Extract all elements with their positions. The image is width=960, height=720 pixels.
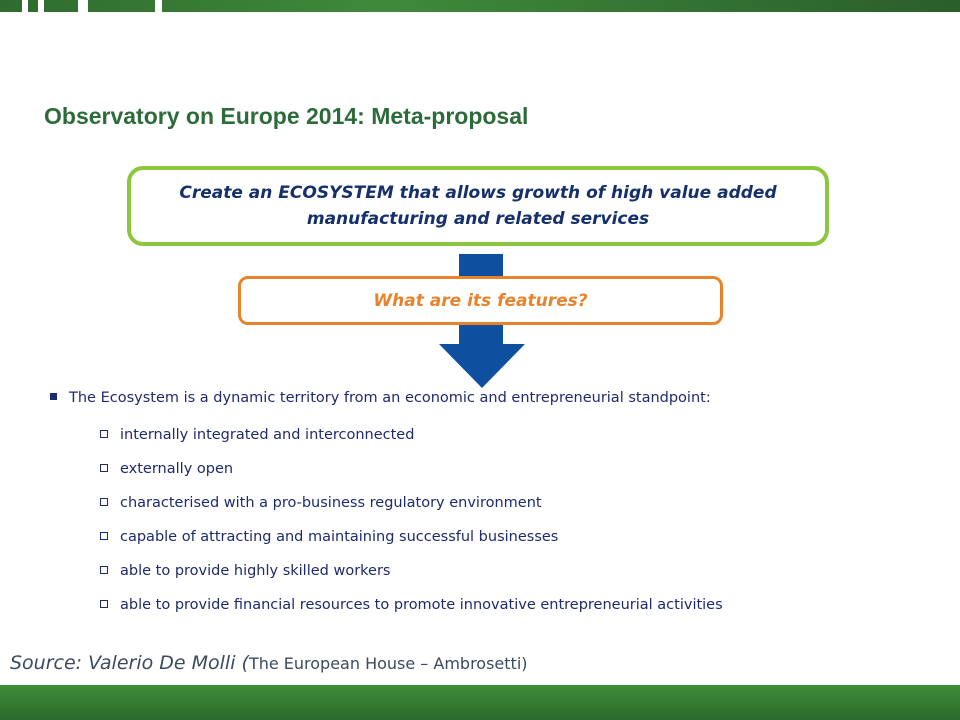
ecosystem-line-1: Create an ECOSYSTEM that allows growth of high value added (179, 183, 777, 203)
list-item-text: able to provide highly skilled workers (120, 563, 391, 579)
slide-title: Observatory on Europe 2014: Meta-proposal (44, 103, 529, 129)
hollow-square-bullet-icon (100, 566, 108, 574)
list-item (100, 493, 723, 527)
list-item-text: externally open (120, 461, 234, 477)
sub-bullet-list (100, 425, 723, 629)
footer-bar (0, 685, 960, 720)
list-item-text: able to provide financial resources to promote innovative entrepreneurial activities (120, 597, 723, 613)
header-tile (38, 0, 44, 12)
hollow-square-bullet-icon (100, 430, 108, 438)
source-organization: The European House – Ambrosetti) (248, 654, 528, 673)
down-arrow-icon (439, 344, 525, 388)
main-bullet-text: The Ecosystem is a dynamic territory from an economic and entrepreneurial standpoint: (69, 390, 711, 406)
hollow-square-bullet-icon (100, 464, 108, 472)
header-tile (78, 0, 88, 12)
hollow-square-bullet-icon (100, 600, 108, 608)
source-citation (10, 652, 528, 674)
ecosystem-box (127, 166, 829, 246)
list-item (100, 595, 723, 629)
header-tile (155, 0, 162, 12)
list-item-text: internally integrated and interconnected (120, 427, 415, 443)
list-item (100, 425, 723, 459)
ecosystem-line-2: manufacturing and related services (306, 209, 650, 229)
list-item-text: capable of attracting and maintaining successful businesses (120, 529, 559, 545)
list-item (100, 527, 723, 561)
hollow-square-bullet-icon (100, 532, 108, 540)
features-label: What are its features? (373, 290, 588, 311)
list-item-text: characterised with a pro-business regulatory environment (120, 495, 542, 511)
header-bar (0, 0, 960, 12)
source-prefix: Source: Valerio De Molli ( (10, 652, 249, 674)
hollow-square-bullet-icon (100, 498, 108, 506)
list-item (100, 459, 723, 493)
main-bullet (50, 390, 711, 406)
list-item (100, 561, 723, 595)
square-bullet-icon (50, 393, 57, 400)
features-box (238, 276, 723, 325)
header-tile (22, 0, 28, 12)
